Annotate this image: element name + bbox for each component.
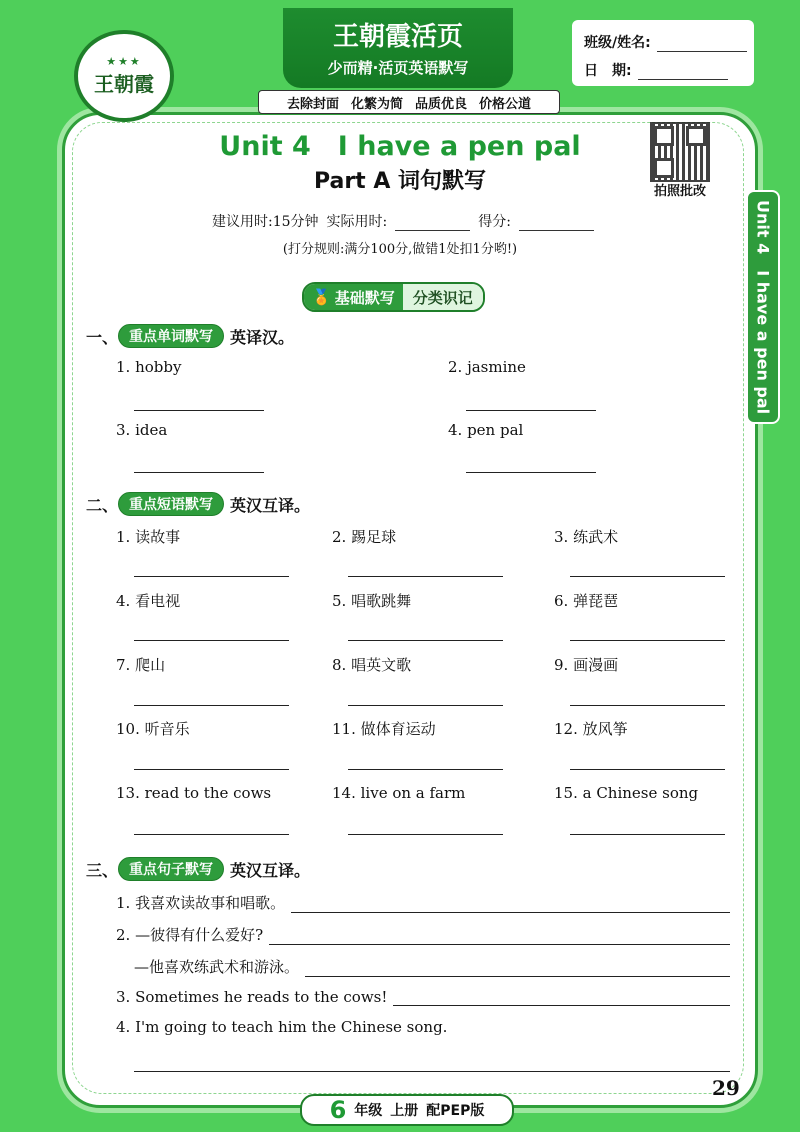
timing-row (212, 211, 594, 231)
class-name-label: 班级/姓名: (584, 35, 651, 51)
answer-line[interactable] (570, 639, 725, 641)
scoring-rule: (打分规则:满分100分,做错1处扣1分哟!) (282, 242, 518, 257)
answer-line[interactable] (134, 471, 264, 473)
header-banner (283, 8, 513, 88)
answer-line[interactable] (134, 768, 289, 770)
answer-line[interactable] (348, 575, 503, 577)
sentence-1: 1. 我喜欢读故事和唱歌。 (116, 894, 286, 912)
answer-line[interactable] (348, 833, 503, 835)
grade-number: 6 (329, 1096, 347, 1124)
answer-line[interactable] (134, 639, 289, 641)
section-3-heading (86, 857, 310, 881)
grade-label: 年级 (354, 1103, 383, 1119)
date-label: 日 期: (584, 63, 632, 79)
sentence-row (116, 924, 730, 945)
unit-title: Unit 4 I have a pen pal (219, 131, 581, 162)
page-number: 29 (712, 1076, 740, 1100)
phrase-item: 14. live on a farm (332, 784, 466, 802)
answer-line[interactable] (269, 930, 730, 945)
edition-label: 配PEP版 (426, 1103, 485, 1119)
section-3-tag: 重点句子默写 (118, 857, 224, 881)
answer-line[interactable] (291, 898, 730, 913)
phrase-item: 3. 练武术 (554, 528, 619, 546)
answer-line[interactable] (134, 575, 289, 577)
answer-line[interactable] (348, 768, 503, 770)
score-input[interactable] (519, 211, 594, 231)
answer-line[interactable] (466, 471, 596, 473)
phrase-item: 4. 看电视 (116, 592, 181, 610)
pill-left (304, 284, 403, 310)
word-item: 3. idea (116, 421, 168, 439)
score-label: 得分: (478, 214, 511, 230)
sentence-row (116, 1018, 730, 1036)
section-2-heading (86, 492, 310, 516)
brand-logo (74, 30, 174, 122)
answer-line[interactable] (570, 575, 725, 577)
medal-icon: 🏅 (312, 288, 331, 306)
side-unit-tab: Unit 4 I have a pen pal (746, 190, 780, 424)
word-item: 4. pen pal (448, 421, 524, 439)
answer-line[interactable] (305, 962, 730, 977)
phrase-item: 1. 读故事 (116, 528, 181, 546)
stars-icon: ★★★ (106, 55, 142, 68)
date-input[interactable] (638, 65, 728, 80)
pill-left-label: 基础默写 (334, 288, 395, 307)
sentence-row (134, 956, 730, 977)
banner-subtitle: 少而精·活页英语默写 (327, 59, 469, 77)
answer-line[interactable] (348, 704, 503, 706)
section-1-tag: 重点单词默写 (118, 324, 224, 348)
sentence-row (116, 988, 730, 1006)
pill-right-label: 分类识记 (403, 284, 483, 310)
section-2-tag: 重点短语默写 (118, 492, 224, 516)
answer-line[interactable] (348, 639, 503, 641)
answer-line[interactable] (570, 833, 725, 835)
sentence-2b: —他喜欢练武术和游泳。 (134, 958, 300, 976)
slogan-bar (258, 90, 560, 114)
section-1-instruction: 英译汉。 (230, 327, 295, 347)
grade-footer (300, 1094, 514, 1126)
word-item: 2. jasmine (448, 358, 526, 376)
banner-title: 王朝霞活页 (332, 22, 463, 52)
answer-line[interactable] (393, 991, 730, 1006)
section-2-prefix: 二、 (86, 495, 119, 515)
section-2-instruction: 英汉互译。 (230, 495, 311, 515)
sentence-3: 3. Sometimes he reads to the cows! (116, 988, 388, 1006)
class-name-row (584, 32, 747, 52)
word-item: 1. hobby (116, 358, 182, 376)
slogan-2: 化繁为简 (350, 96, 403, 112)
phrase-item: 5. 唱歌跳舞 (332, 592, 412, 610)
suggested-time: 建议用时:15分钟 (212, 214, 319, 230)
phrase-item: 6. 弹琵琶 (554, 592, 619, 610)
phrase-item: 2. 踢足球 (332, 528, 397, 546)
phrase-item: 7. 爬山 (116, 656, 166, 674)
slogan-1: 去除封面 (286, 96, 339, 112)
phrase-item: 11. 做体育运动 (332, 720, 436, 738)
volume-label: 上册 (390, 1103, 419, 1119)
section-3-instruction: 英汉互译。 (230, 860, 311, 880)
class-name-input[interactable] (657, 37, 747, 52)
sentence-row (116, 892, 730, 913)
phrase-item: 10. 听音乐 (116, 720, 190, 738)
answer-line[interactable] (134, 1070, 730, 1072)
actual-time-input[interactable] (395, 211, 470, 231)
answer-line[interactable] (134, 833, 289, 835)
section-3-prefix: 三、 (86, 860, 119, 880)
answer-line[interactable] (570, 704, 725, 706)
student-info-box (572, 20, 754, 86)
qr-label: 拍照批改 (653, 184, 706, 199)
section-pill (302, 282, 485, 312)
phrase-item: 9. 画漫画 (554, 656, 619, 674)
answer-line[interactable] (466, 409, 596, 411)
answer-line[interactable] (134, 704, 289, 706)
section-1-prefix: 一、 (86, 327, 119, 347)
slogan-4: 价格公道 (479, 96, 532, 112)
logo-text: 王朝霞 (94, 72, 154, 96)
part-title: Part A 词句默写 (313, 169, 487, 194)
phrase-item: 12. 放风筝 (554, 720, 628, 738)
slogan-3: 品质优良 (415, 96, 468, 112)
sentence-4: 4. I'm going to teach him the Chinese song. (116, 1018, 448, 1036)
date-row (584, 60, 728, 80)
phrase-item: 13. read to the cows (116, 784, 272, 802)
phrase-item: 8. 唱英文歌 (332, 656, 412, 674)
answer-line[interactable] (570, 768, 725, 770)
actual-time-label: 实际用时: (326, 214, 388, 230)
phrase-item: 15. a Chinese song (554, 784, 699, 802)
sentence-2a: 2. —彼得有什么爱好? (116, 926, 264, 944)
section-1-heading (86, 324, 294, 348)
answer-line[interactable] (134, 409, 264, 411)
